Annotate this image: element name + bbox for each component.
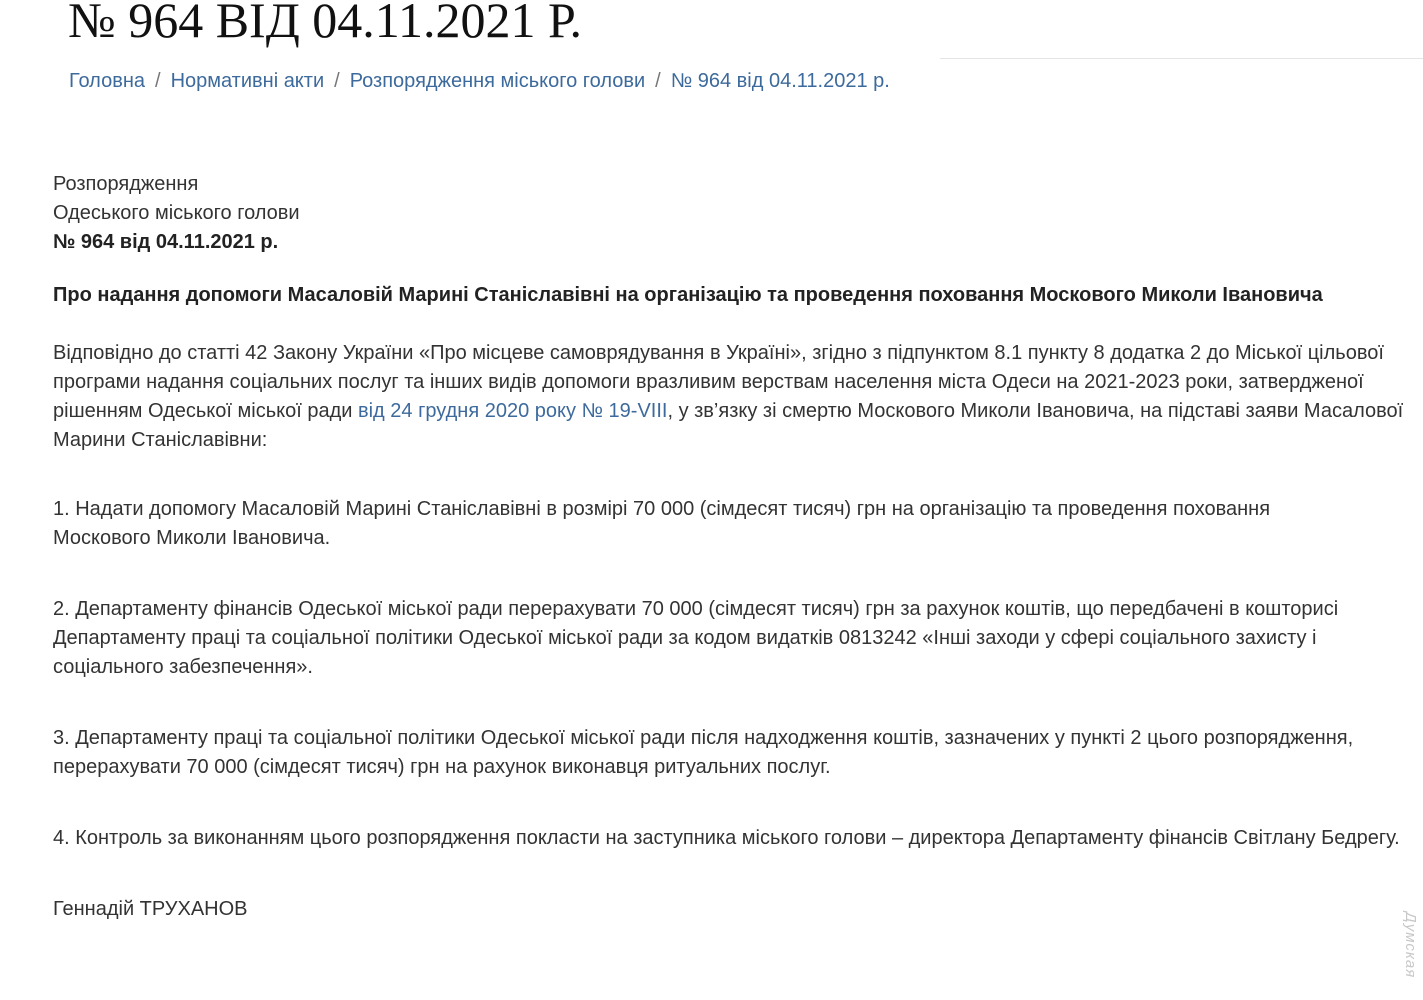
document-subject: Про надання допомоги Масаловій Марині Станіславівні на організацію та проведення поховання Москового Миколи Івановича bbox=[53, 284, 1323, 306]
document-header bbox=[53, 170, 1423, 257]
breadcrumb-link-mayor-orders[interactable]: Розпорядження міського голови bbox=[349, 70, 646, 92]
order-item-1 bbox=[53, 495, 1423, 553]
document-number: № 964 від 04.11.2021 р. bbox=[53, 231, 279, 253]
preamble-text-end: , у зв’язку зі смертю Москового Миколи Івановича, на підставі заяви Масалової Марини Станіславівни: bbox=[53, 400, 1404, 451]
order-item-1-line1: 1. Надати допомогу Масаловій Марині Станіславівні в розмірі 70 000 (сімдесят тисяч) грн на організацію та проведення поховання bbox=[53, 498, 1271, 520]
watermark-logo: Думская bbox=[1402, 912, 1419, 979]
signature: Геннадій ТРУХАНОВ bbox=[53, 898, 248, 920]
document-type: Розпорядження bbox=[53, 173, 199, 195]
breadcrumb-separator: / bbox=[334, 70, 340, 92]
decision-link[interactable]: від 24 грудня 2020 року № 19-VIII bbox=[357, 400, 668, 422]
breadcrumb-link-normative-acts[interactable]: Нормативні акти bbox=[170, 70, 325, 92]
document-content bbox=[53, 170, 1423, 924]
preamble-text-start: Відповідно до статті 42 Закону України «Про місцеве самоврядування в Україні», згідно з підпунктом 8.1 пункту 8 додатка 2 до Міської цільової програми надання соціальних послуг та інших видів допомоги вразливим верствам населення міста Одеси на 2021-2023 роки, затвердженої рішенням Одеської міської ради bbox=[53, 342, 1384, 422]
page-title: № 964 ВІД 04.11.2021 Р. bbox=[68, 0, 583, 48]
breadcrumb bbox=[69, 68, 890, 94]
breadcrumb-current: № 964 від 04.11.2021 р. bbox=[670, 70, 890, 92]
order-item-3: 3. Департаменту праці та соціальної політики Одеської міської ради після надходження коштів, зазначених у пункті 2 цього розпорядження, перерахувати 70 000 (сімдесят тисяч) грн на рахунок виконавця ритуальних послуг. bbox=[53, 727, 1354, 778]
order-item-4: 4. Контроль за виконанням цього розпорядження покласти на заступника міського голови – директора Департаменту фінансів Світлану Бедрегу. bbox=[53, 827, 1400, 849]
order-item-1-line2: Москового Миколи Івановича. bbox=[53, 527, 331, 549]
breadcrumb-separator: / bbox=[655, 70, 661, 92]
document-issuer: Одеського міського голови bbox=[53, 202, 300, 224]
breadcrumb-link-home[interactable]: Головна bbox=[69, 70, 145, 92]
breadcrumb-separator: / bbox=[155, 70, 161, 92]
header-divider bbox=[940, 58, 1423, 59]
order-item-2: 2. Департаменту фінансів Одеської міської ради перерахувати 70 000 (сімдесят тисяч) грн за рахунок коштів, що передбачені в кошторисі Департаменту праці та соціальної політики Одеської міської ради за кодом видатків 0813242 «Інші заходи у сфері соціального захисту і соціального забезпечення». bbox=[53, 598, 1339, 678]
document-preamble bbox=[53, 339, 1418, 455]
